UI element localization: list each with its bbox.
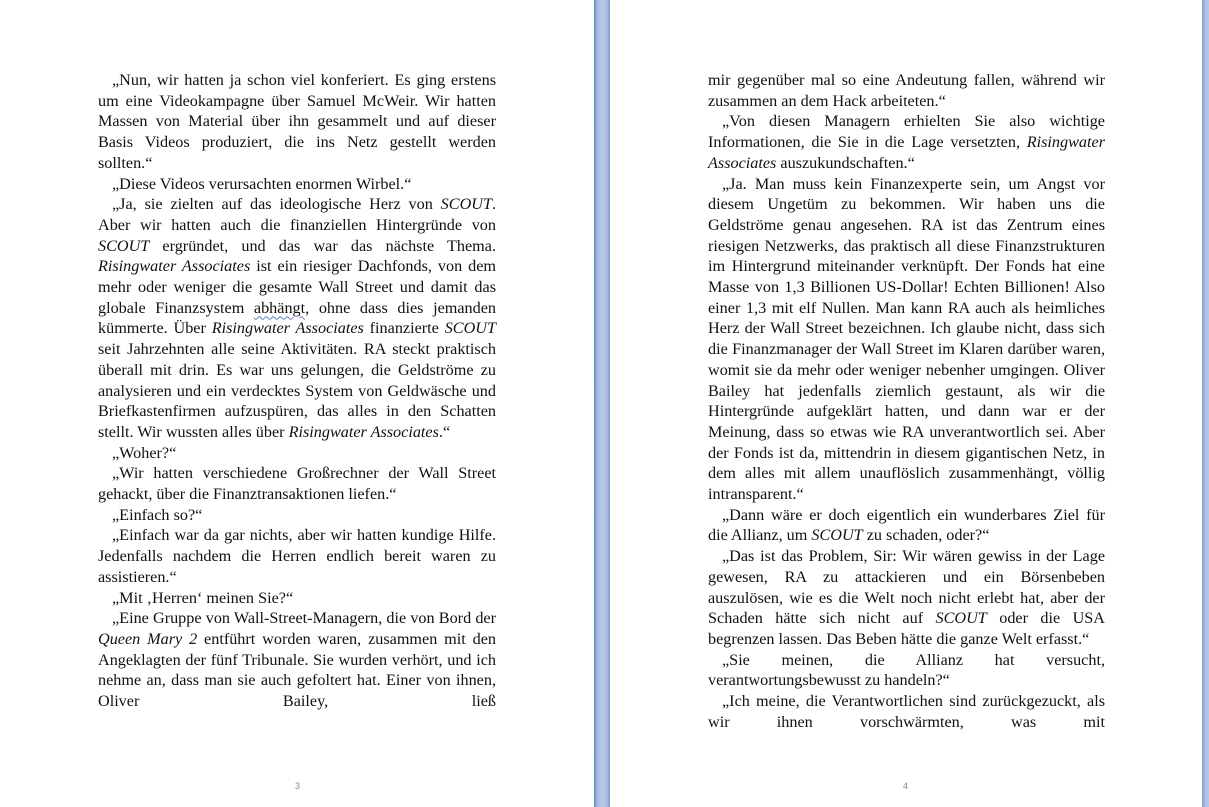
left-page-text <box>98 70 496 712</box>
italic-text: Risingwater Associates <box>708 133 1105 172</box>
text-run: ergründet, und das war das nächste Thema. <box>149 236 496 255</box>
paragraph <box>98 505 496 526</box>
italic-text: Queen Mary 2 <box>98 629 198 648</box>
paragraph <box>98 588 496 609</box>
text-run: ist ein riesiger Dachfonds, von dem mehr oder weniger die gesamte Wall Street und damit das globale Finanzsystem <box>98 257 496 317</box>
paragraph <box>98 525 496 587</box>
text-run: oder die USA begrenzen lassen. Das Beben hätte die ganze Welt erfasst.“ <box>708 609 1105 648</box>
paragraph <box>708 505 1105 546</box>
paragraph <box>708 70 1105 111</box>
left-page <box>0 0 594 807</box>
paragraph <box>708 691 1105 732</box>
text-run: entführt worden waren, zusammen mit den Angeklagten der fünf Tribunale. Sie wurden verhört, und ich nehme an, dass man sie auch gefoltert hat. Einer von ihnen, Oliver Bailey, ließ <box>98 629 497 711</box>
right-page-number: 4 <box>903 781 909 791</box>
italic-text: Risingwater Associates <box>98 257 251 276</box>
text-run: . Aber wir hatten auch die finanziellen Hintergründe von <box>98 195 496 234</box>
paragraph <box>708 174 1105 505</box>
text-run: „Dann wäre er doch eigentlich ein wunderbares Ziel für die Allianz, um <box>708 505 1105 545</box>
paragraph <box>98 608 496 712</box>
text-run: „Ja, sie zielten auf das ideologische Herz von <box>112 195 441 214</box>
paragraph <box>98 443 496 464</box>
text-run: „Sie meinen, die Allianz hat versucht, verantwortungsbewusst zu handeln?“ <box>708 650 1105 690</box>
text-run: seit Jahrzehnten alle seine Aktivitäten. RA steckt praktisch überall mit drin. Es war uns gelungen, die Geldströme zu analysieren und ein verdecktes System von Geldwäsche und Briefkastenfirmen aufzuspüren, das alles in den Schatten stellt. Wir wussten alles über <box>98 340 496 441</box>
italic-text: Risingwater Associates <box>211 319 364 338</box>
text-run: „Von diesen Managern erhielten Sie also wichtige Informationen, die Sie in die Lage versetzten, <box>708 112 1105 152</box>
paragraph <box>98 194 496 442</box>
text-run: mir gegenüber mal so eine Andeutung fallen, während wir zusammen an dem Hack arbeiteten.“ <box>708 71 1105 110</box>
italic-text: SCOUT <box>935 609 987 628</box>
text-run: auszukundschaften.“ <box>776 153 915 172</box>
text-run: „Einfach so?“ <box>112 505 203 524</box>
italic-text: SCOUT <box>98 236 150 255</box>
italic-text: SCOUT <box>440 195 492 214</box>
text-run: zu schaden, oder?“ <box>862 526 990 545</box>
text-run: „Einfach war da gar nichts, aber wir hatten kundige Hilfe. Jedenfalls nachdem die Herren endlich bereit waren zu assistieren.“ <box>98 526 496 586</box>
text-run: „Nun, wir hatten ja schon viel konferiert. Es ging erstens um eine Videokampagne über Samuel McWeir. Wir hatten Massen von Material über ihn gesammelt und auf dieser Basis Videos produziert, die ins Netz gestellt werden sollten.“ <box>98 71 496 172</box>
text-run: finanzierte <box>363 319 445 338</box>
text-run: „Ja. Man muss kein Finanzexperte sein, um Angst vor diesem Ungetüm zu bekommen. Wir haben uns die Geldströme genau angesehen. RA ist das Zentrum eines riesigen Netzwerks, das praktisch all diese Finanzstrukturen im Hintergrund miteinander verknüpft. Der Fonds hat eine Masse von 1,3 Billionen US-Dollar! Echten Billionen! Also einer 1,3 mit elf Nullen. Man kann RA auch als heimliches Herz der Wall Street bezeichnen. Ich glaube nicht, dass sich die Finanzmanager der Wall Street im Klaren darüber waren, womit sie da mehr oder weniger nebenher umgingen. Oliver Bailey hat jedenfalls ziemlich gestaunt, als wir die Hintergründe aufgeklärt hatten, und dann war er der Meinung, dass so etwas wie RA unverantwortlich sei. Aber der Fonds ist da, mittendrin in diesem gigantischen Netz, in dem alles mit allem unauflöslich zusammenhängt, völlig intransparent.“ <box>708 174 1105 504</box>
paragraph <box>708 111 1105 173</box>
right-page <box>610 0 1202 807</box>
paragraph <box>708 650 1105 691</box>
text-run: .“ <box>438 422 451 441</box>
right-page-text <box>708 70 1105 733</box>
text-run: „Das ist das Problem, Sir: Wir wären gewiss in der Lage gewesen, RA zu attackieren und ein Börsenbeben auszulösen, wie es die Welt noch nicht erlebt hat, aber der Schaden hätte sich nicht auf <box>708 547 1105 628</box>
right-scroll-edge <box>1202 0 1209 807</box>
left-page-number: 3 <box>295 781 301 791</box>
text-run: „Mit ‚Herren‘ meinen Sie?“ <box>112 588 294 607</box>
text-run: „Diese Videos verursachten enormen Wirbel.“ <box>112 174 412 193</box>
paragraph <box>98 70 496 174</box>
italic-text: Risingwater Associates <box>288 422 439 441</box>
text-run: „Woher?“ <box>112 443 177 462</box>
italic-text: SCOUT <box>811 526 863 545</box>
italic-text: SCOUT <box>444 319 496 338</box>
paragraph <box>98 463 496 504</box>
spellcheck-flagged-word: abhängt <box>253 298 306 317</box>
paragraph <box>708 546 1105 650</box>
text-run: „Wir hatten verschiedene Großrechner der Wall Street gehackt, über die Finanztransaktionen liefen.“ <box>98 464 496 504</box>
page-gap-divider <box>594 0 610 807</box>
text-run: „Eine Gruppe von Wall-Street-Managern, die von Bord der <box>112 609 496 628</box>
paragraph <box>98 174 496 195</box>
text-run: „Ich meine, die Verantwortlichen sind zurückgezuckt, als wir ihnen vorschwärmten, was mit <box>708 692 1105 731</box>
text-run: , ohne dass dies jemanden kümmerte. Über <box>98 298 497 338</box>
